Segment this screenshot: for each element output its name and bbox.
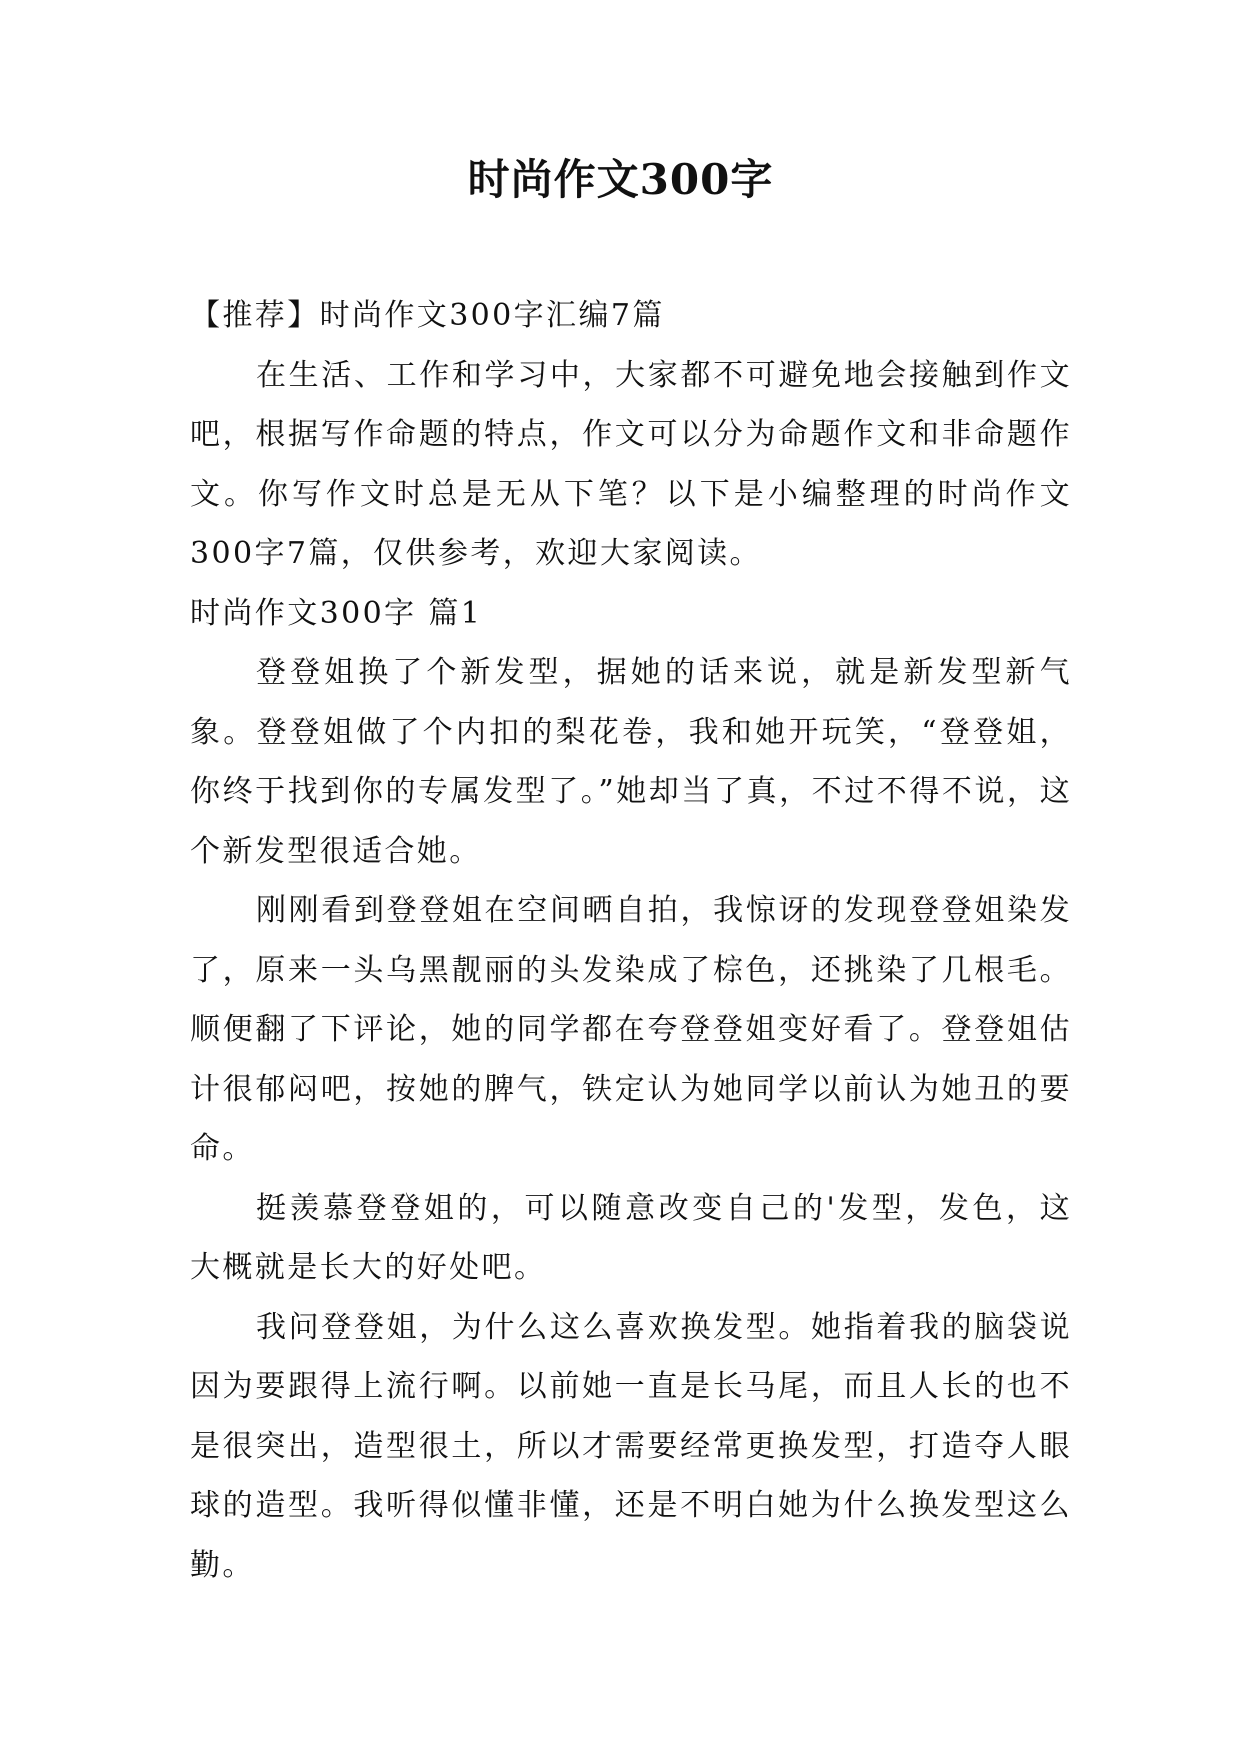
body-paragraph-3: 挺羡慕登登姐的，可以随意改变自己的'发型，发色，这大概就是长大的好处吧。 [190,1190,1072,1285]
body-paragraph-4: 我问登登姐，为什么这么喜欢换发型。她指着我的脑袋说因为要跟得上流行啊。以前她一直是长马尾，而且人长的也不是很突出，造型很土，所以才需要经常更换发型，打造夺人眼球的造型。我听得似懂非懂，还是不明白她为什么换发型这么勤。 [190,1309,1072,1583]
document-title: 时尚作文300字 [467,155,774,204]
body-paragraph-1: 登登姐换了个新发型，据她的话来说，就是新发型新气象。登登姐做了个内扣的梨花卷，我和她开玩笑，“登登姐，你终于找到你的专属发型了。”她却当了真，不过不得不说，这个新发型很适合她。 [190,655,1072,869]
section-heading: 时尚作文300字 篇1 [190,595,483,631]
document-subtitle: 【推荐】时尚作文300字汇编7篇 [190,298,665,333]
intro-paragraph: 在生活、工作和学习中，大家都不可避免地会接触到作文吧，根据写作命题的特点，作文可以分为命题作文和非命题作文。你写作文时总是无从下笔？以下是小编整理的时尚作文300字7篇，仅供参考，欢迎大家阅读。 [190,357,1072,571]
body-paragraph-2: 刚刚看到登登姐在空间晒自拍，我惊讶的发现登登姐染发了，原来一头乌黑靓丽的头发染成了棕色，还挑染了几根毛。顺便翻了下评论，她的同学都在夸登登姐变好看了。登登姐估计很郁闷吧，按她的脾气，铁定认为她同学以前认为她丑的要命。 [190,893,1072,1166]
document-body [190,286,1072,1595]
